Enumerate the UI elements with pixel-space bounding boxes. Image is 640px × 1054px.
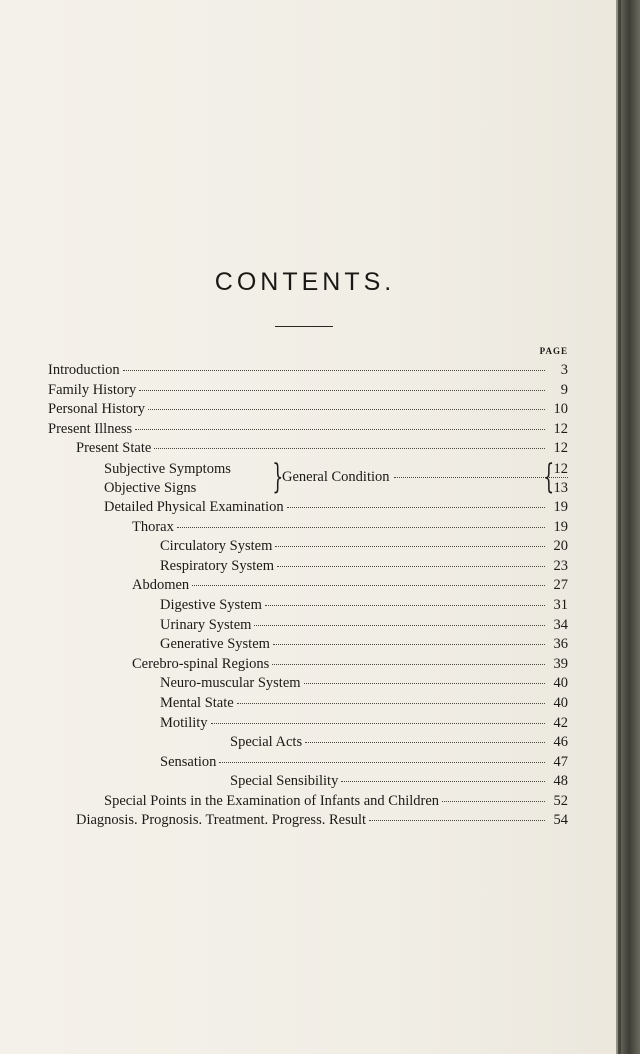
dot-leader [304, 683, 545, 684]
toc-entry [48, 734, 568, 754]
toc-entry-label: Neuro-muscular System [160, 675, 301, 692]
toc-entry [48, 577, 568, 597]
toc-page-number: 39 [553, 655, 568, 672]
toc-page-number: 36 [553, 636, 568, 653]
dot-leader [287, 507, 545, 508]
toc-page-number: 27 [553, 577, 568, 594]
toc-entry [48, 382, 568, 402]
toc-entry [48, 675, 568, 695]
toc-page-number: 40 [553, 675, 568, 692]
toc-entry-label: Sensation [160, 753, 217, 770]
dot-leader [148, 409, 545, 410]
toc-entry-label: Circulatory System [160, 538, 273, 555]
toc-page-number: 23 [553, 557, 568, 574]
dot-leader [139, 390, 545, 391]
toc-entry-label: Generative System [160, 636, 270, 653]
toc-entry-label: Introduction [48, 362, 120, 378]
toc-page-number: 12 [553, 460, 568, 477]
toc-entry [48, 656, 568, 676]
toc-entry [48, 362, 568, 382]
toc-page-number: 12 [553, 440, 568, 457]
toc-entry-label: Detailed Physical Examination [104, 498, 284, 515]
toc-entry [48, 636, 568, 656]
toc-entry [48, 754, 568, 774]
toc-entry-label: Subjective Symptoms [104, 460, 231, 477]
book-binding-edge [616, 0, 640, 1054]
toc-entry-label: Personal History [48, 401, 146, 418]
toc-entry-label: Diagnosis. Prognosis. Treatment. Progress. Result [76, 812, 367, 829]
toc-entry [48, 421, 568, 441]
toc-entry [48, 499, 568, 519]
toc-page-number: 20 [553, 538, 568, 555]
toc-entry [48, 773, 568, 793]
table-of-contents [48, 362, 568, 832]
toc-page-number: 19 [553, 498, 568, 515]
toc-entry-label: Motility [160, 714, 208, 731]
toc-entry-label: Abdomen [132, 577, 190, 594]
dot-leader [211, 723, 545, 724]
toc-page-number: 48 [553, 773, 568, 790]
dot-leader [341, 781, 545, 782]
dot-leader [123, 370, 545, 371]
toc-entry-label: Special Acts [230, 734, 303, 751]
toc-entry [48, 793, 568, 813]
toc-page-number: 52 [553, 792, 568, 809]
toc-entry-label: Family History [48, 381, 137, 398]
dot-leader [394, 477, 568, 478]
toc-entry [48, 538, 568, 558]
dot-leader [254, 625, 545, 626]
toc-page-number: 54 [553, 812, 568, 829]
bracket-group-general-condition [48, 456, 568, 499]
dot-leader [369, 820, 545, 821]
right-brace-glyph: } [272, 456, 284, 497]
toc-page-number: 40 [553, 694, 568, 711]
toc-page-number: 31 [553, 596, 568, 613]
toc-page-number: 13 [553, 479, 568, 496]
dot-leader [275, 546, 545, 547]
page-title: CONTENTS. [214, 268, 396, 296]
toc-page-number: 10 [553, 401, 568, 418]
toc-entry-label: Present State [76, 440, 152, 457]
toc-page-number: 3 [560, 362, 568, 378]
toc-page-number: 19 [553, 518, 568, 535]
toc-entry-label: Digestive System [160, 596, 262, 613]
toc-entry [48, 440, 568, 460]
page-column-header: PAGE [539, 346, 568, 356]
dot-leader [237, 703, 545, 704]
dot-leader [192, 585, 545, 586]
dot-leader [219, 762, 545, 763]
toc-entry [48, 558, 568, 578]
toc-page-number: 42 [553, 714, 568, 731]
toc-page-number: 47 [553, 753, 568, 770]
toc-entry [48, 715, 568, 735]
toc-entry [48, 695, 568, 715]
dot-leader [177, 527, 545, 528]
toc-entry-label: Present Illness [48, 420, 133, 437]
toc-page-number: 12 [553, 420, 568, 437]
toc-entry [48, 812, 568, 832]
dot-leader [272, 664, 545, 665]
toc-page-number: 46 [553, 734, 568, 751]
left-brace-glyph: { [543, 456, 555, 497]
toc-entry-label: Urinary System [160, 616, 252, 633]
toc-entry-label: Objective Signs [104, 479, 197, 496]
toc-entry [48, 519, 568, 539]
toc-entry [48, 597, 568, 617]
dot-leader [273, 644, 545, 645]
toc-entry-label: Thorax [132, 518, 174, 535]
toc-entry-label: Special Points in the Examination of Infants and Children [104, 792, 440, 809]
toc-entry-label: Cerebro-spinal Regions [132, 655, 270, 672]
dot-leader [305, 742, 545, 743]
bracket-group-label: General Condition [282, 468, 390, 485]
toc-page-number: 34 [553, 616, 568, 633]
toc-page-number: 9 [560, 381, 568, 398]
dot-leader [265, 605, 545, 606]
toc-entry [48, 617, 568, 637]
toc-entry-label: Special Sensibility [230, 773, 339, 790]
dot-leader [277, 566, 545, 567]
dot-leader [442, 801, 545, 802]
title-rule-divider [275, 326, 333, 327]
toc-entry-label: Mental State [160, 694, 234, 711]
dot-leader [154, 448, 545, 449]
toc-entry-label: Respiratory System [160, 557, 274, 574]
toc-entry [48, 401, 568, 421]
dot-leader [135, 429, 545, 430]
